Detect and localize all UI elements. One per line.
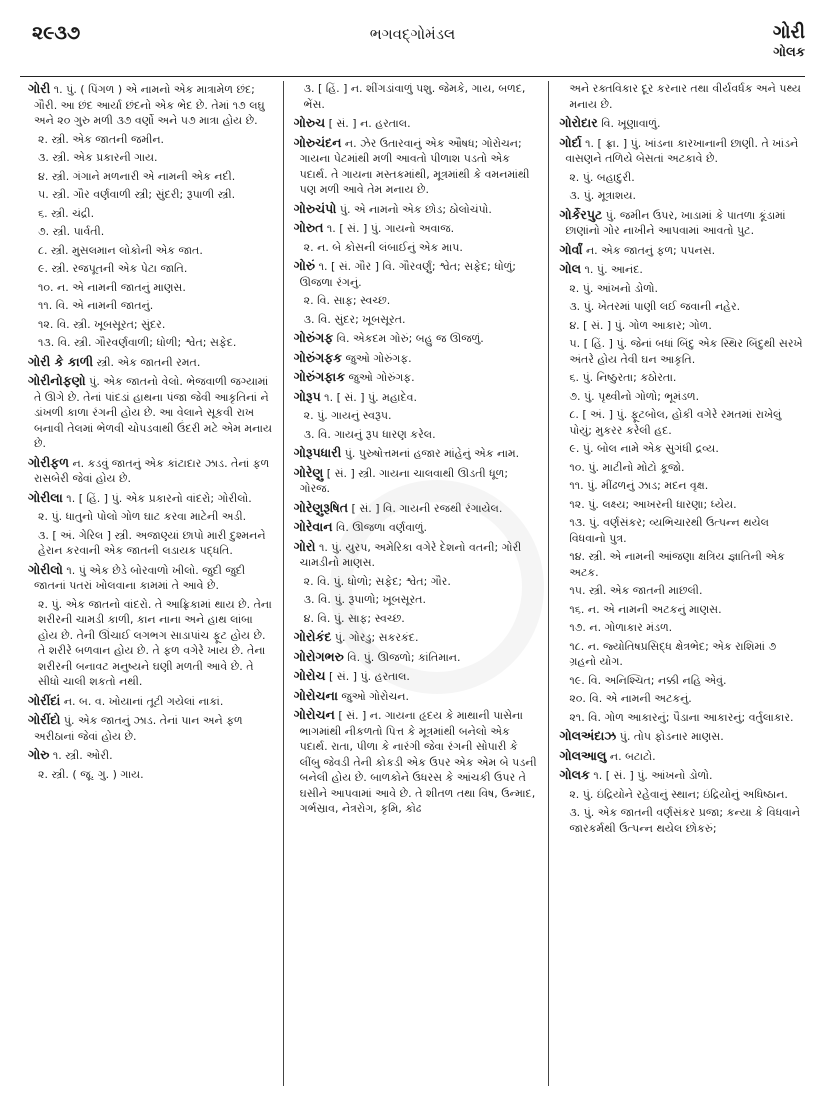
definition-text: ૧૩. વિ. સ્ત્રી. ગૌરવર્ણવાળી; ધોળી; શ્વેત; સફેદ. xyxy=(38,336,237,349)
definition-text: ૩. વિ. ગાયનું રૂપ ધારણ કરેલ. xyxy=(303,427,436,441)
definition-text: ૧૯. વિ. અનિશ્ચિત; નક્કી નહિ એવું. xyxy=(569,673,727,687)
definition-text: વિ. ખૂણાવાળું. xyxy=(597,117,661,130)
definition-text: વિ. પું. ઊજળો; કાંતિમાન. xyxy=(343,650,461,664)
dictionary-entry xyxy=(28,455,275,487)
headword: ગોરુંગફ xyxy=(293,330,334,345)
dictionary-entry xyxy=(294,258,541,290)
definition-text: ૨. સ્ત્રી. ( જૂ. ગુ. ) ગાય. xyxy=(38,767,144,781)
definition-text: ન. બટાટો. xyxy=(606,749,656,763)
entry-sense xyxy=(28,206,275,222)
definition-text: ન. ઝેર ઉતારવાનું એક ઔષધ; ગોરોચન; ગાયના પેટમાંથી મળી આવતો પીળાશ પડતો એક પદાર્થ. તે ગાયના મસ્તકમાંથી, મૂત્રમાંથી કે વમનમાંથી પણ મળી આવે તેમ મનાય છે. xyxy=(299,136,530,196)
entry-sense xyxy=(294,293,541,309)
entry-sense xyxy=(559,620,806,636)
entry-sense xyxy=(559,515,806,546)
dictionary-entry xyxy=(559,728,806,745)
definition-text: ૫. સ્ત્રી. ગૌર વર્ણવાળી સ્ત્રી; સુંદરી; રૂપાળી સ્ત્રી. xyxy=(38,188,236,201)
definition-text: ૨. પું. એક જાતનો વાંદરો. તે આફ્રિકામાં થાય છે. તેના શરીરની ચામડી કાળી, કાન નાના અને હાથ લાંબા હોય છે. તેની ઊંચાઈ લગભગ સાડાપાંચ ફૂટ હોય છે. તે શરીરે બળવાન હોય છે. તે ફળ વગેરે ખાય છે. તેના શરીરની બનાવટ મનુષ્યને ઘણી મળતી આવે છે. તે સીધો ચાલી શકતો નથી. xyxy=(38,597,272,688)
entry-sense xyxy=(294,240,541,256)
definition-text: ૬. સ્ત્રી. ચંદ્રી. xyxy=(38,206,95,220)
definition-text: ૬. પું. નિષ્ઠુરતા; કઠોરતા. xyxy=(569,371,677,384)
dictionary-entry xyxy=(294,465,541,497)
definition-text: ૧૨. પું. લક્ષ્ય; આખરની ધારણા; ધ્યેય. xyxy=(569,497,737,511)
entry-sense xyxy=(559,336,806,367)
headword: ગોરીનોફણો xyxy=(28,373,86,388)
definition-text: વિ. ઊજળા વર્ણવાળું. xyxy=(332,521,428,534)
definition-text: પું. તોપ ફોડનાર માણસ. xyxy=(616,730,724,743)
headword: ગોલઅંદાઝ xyxy=(559,728,617,743)
definition-text: ૨. ન. બે કોસની લંબાઈનું એક માપ. xyxy=(303,240,463,254)
definition-text: ૨. વિ. સાફ; સ્વચ્છ. xyxy=(303,294,391,307)
definition-text: [ સં. ] ન. હરતાલ. xyxy=(325,117,411,130)
definition-text: જુઓ ગોરુંગફ. xyxy=(341,351,412,365)
definition-text: ૧. સ્ત્રી. ઓરી. xyxy=(49,749,113,762)
definition-text: [ સં. ] વિ. ગાયની રજથી રંગાયેલ. xyxy=(348,501,503,515)
dictionary-entry xyxy=(294,389,541,406)
entry-sense xyxy=(559,691,806,707)
entry-sense xyxy=(559,170,806,186)
entry-sense xyxy=(28,132,275,148)
entry-sense xyxy=(28,298,275,314)
headword: ગોરીંદો xyxy=(28,712,61,727)
definition-text: ૩. [ અં. ગેરિલ ] સ્ત્રી. અજાણ્યાં છાપો મારી દુશ્મનને હેરાન કરવાની એક જાતની લડાયક પદ્ધતિ. xyxy=(38,528,266,557)
headword: ગોલઆલુ xyxy=(559,747,607,763)
entry-sense xyxy=(559,639,806,670)
definition-text: ૩. પું. મૂત્રાશય. xyxy=(569,189,637,202)
definition-text: ૧. [ હિં. ] પું. એક પ્રકારનો વાંદરો; ગોરીલો. xyxy=(62,491,252,505)
entry-sense xyxy=(294,81,541,112)
dictionary-entry xyxy=(559,748,806,765)
definition-text: પું. એક જાતનું ઝાડ. તેનાં પાન અને ફળ અરીઠાનાં જેવાં હોય છે. xyxy=(34,714,243,743)
headword: ગોરૂપ xyxy=(293,388,321,404)
dictionary-entry xyxy=(294,445,541,462)
definition-text: ૩. વિ. પું. રૂપાળો; ખૂબસૂરત. xyxy=(303,593,426,606)
dictionary-entry xyxy=(294,350,541,367)
headword: ગોરોચના xyxy=(293,687,338,703)
page-number: ૨૯૩૭ xyxy=(32,22,81,44)
definition-text: ૧. પું. આનંદ. xyxy=(581,263,643,276)
definition-text: ૧૦. પું. માટીનો મોટો કૂજો. xyxy=(569,460,685,474)
headword: ગોરીલા xyxy=(28,489,63,505)
definition-text: ૧૧. વિ. એ નામની જાતનું. xyxy=(38,299,154,312)
headword: ગોરી xyxy=(28,81,51,96)
headword: ગોલક xyxy=(559,767,590,782)
entry-sense xyxy=(559,441,806,457)
entry-sense xyxy=(294,427,541,443)
definition-text: ૯. પું. બોલ નામે એક સુગંધી દ્રવ્ય. xyxy=(569,442,719,455)
guide-words xyxy=(773,22,805,60)
definition-text: ૧. [ સં. ] પું. મહાદેવ. xyxy=(320,390,417,404)
definition-text: ૧૦. ન. એ નામની જાતનું માણસ. xyxy=(38,280,186,294)
headword: ગોર્દા xyxy=(559,134,582,150)
entry-sense xyxy=(28,261,275,277)
definition-text: ૮. [ અં. ] પું. ફૂટબોલ, હોકી વગેરે રમતમાં રાખેલું પોયું; મુકરર કરેલી હદ. xyxy=(569,408,782,437)
headword: ગોરૂપધારી xyxy=(293,445,342,460)
definition-text: ૧૭. ન. ગોળાકાર મંડળ. xyxy=(569,621,673,634)
headword: ગોરુંગફાક xyxy=(293,369,346,384)
definition-text: ૨. સ્ત્રી. એક જાતની જમીન. xyxy=(38,132,165,146)
entry-sense xyxy=(28,597,275,690)
entry-sense xyxy=(28,169,275,185)
headword: ગોરેણુ xyxy=(293,464,324,480)
column-3 xyxy=(559,81,806,1086)
headword: ગોરુચ xyxy=(293,115,326,130)
guide-word-last: ગોલક xyxy=(773,45,805,60)
definition-text: ૪. વિ. પું. સાફ; સ્વચ્છ. xyxy=(303,611,405,625)
definition-text: પું. ગોરડુ; સકરકંદ. xyxy=(331,631,419,644)
definition-text: ૧. પું. ( પિંગળ ) એ નામનો એક માત્રામેળ છંદ; ગૌરી. આ છંદ આર્યા છંદનો એક ભેદ છે. તેમાં ૧૭ લઘુ અને ૨૦ ગુરુ મળી ૩૭ વર્ણો અને ૫૭ માત્રા હોય છે. xyxy=(34,83,265,127)
definition-text: પું. પુરુષોત્તમનાં હજાર માંહેનું એક નામ. xyxy=(341,447,520,460)
headword: ગોરીંદાં xyxy=(28,692,61,708)
definition-text: ૧૪. સ્ત્રી. એ નામની આંજણા ક્ષત્રિય જ્ઞાતિની એક અટક. xyxy=(569,550,785,579)
dictionary-entry xyxy=(294,201,541,218)
dictionary-entry xyxy=(28,490,275,507)
column-1 xyxy=(28,81,284,1086)
header-divider xyxy=(20,76,805,77)
dictionary-entry xyxy=(28,562,275,594)
dictionary-entry xyxy=(28,747,275,764)
definition-text: ૨. પું. ઇંદ્રિયોને રહેવાનું સ્થાન; ઇંદ્રિયોનું અધિષ્ઠાન. xyxy=(569,787,788,801)
definition-text: ૨. પું. બહાદુરી. xyxy=(569,170,635,184)
headword: ગોરુત xyxy=(293,220,324,235)
page-header xyxy=(20,20,805,60)
entry-sense xyxy=(294,592,541,608)
definition-text: ૩. સ્ત્રી. એક પ્રકારની ગાય. xyxy=(38,151,158,164)
entry-sense xyxy=(294,312,541,328)
dictionary-entry xyxy=(28,81,275,129)
headword: ગોરો xyxy=(293,538,316,554)
entry-sense xyxy=(559,673,806,689)
dictionary-entry xyxy=(559,135,806,167)
headword: ગોર્કેરપુટ xyxy=(559,206,603,222)
definition-text: ૧૮. ન. જ્યોતિષપ્રસિદ્ધ ક્ષેત્રભેદ; એક રાશિમાં ૭ ગ્રહનો યોગ. xyxy=(569,639,777,668)
entry-sense xyxy=(559,407,806,438)
dictionary-entry xyxy=(294,688,541,705)
headword: ગોરું xyxy=(293,258,316,273)
definition-text: [ સં. ] પું. હરતાલ. xyxy=(325,670,410,683)
definition-text: ૧. પું. યુરપ, અમેરિકા વગેરે દેશનો વતની; ગોરી ચામડીનો માણસ. xyxy=(299,540,522,569)
definition-text: ૨. વિ. પું. ધોળો; સફેદ; શ્વેત; ગૌર. xyxy=(303,574,451,588)
headword: ગોરુ xyxy=(28,747,50,762)
definition-text: ૩. પું. એક જાતની વર્ણસંકર પ્રજા; કન્યા કે વિધવાને જારકર્મથી ઉત્પન્ન થયેલ છોકરું; xyxy=(569,806,801,835)
entry-sense xyxy=(294,574,541,590)
definition-text: વિ. એકદમ ગોરું; બહુ જ ઊજળું. xyxy=(333,332,484,345)
headword: ગોરુચંદન xyxy=(293,134,342,150)
headword: ગોરોચ xyxy=(293,668,326,683)
headword: ગોરોકંદ xyxy=(293,629,332,644)
entry-sense xyxy=(28,767,275,783)
entry-sense xyxy=(559,281,806,297)
definition-text: ૩. વિ. સુંદર; ખૂબસૂરત. xyxy=(303,312,406,326)
dictionary-entry xyxy=(559,115,806,132)
entry-sense xyxy=(559,389,806,405)
definition-text: ૧૧. પું. મીંઢળનું ઝાડ; મદન વૃક્ષ. xyxy=(569,479,709,492)
definition-text: પું. એક જાતનો વેલો. ભેજવાળી જગ્યામાં તે ઊગે છે. તેનાં પાંદડાં હાથના પંજા જેવી આકૃતિનાં ને ડાંખળી કાળા રંગની હોય છે. આ વેલાને સૂકવી રાખ બનાવી તેલમાં ભેળવી ચોપડવાથી ઉંદરી મટે એમ મનાય છે. xyxy=(34,375,273,450)
dictionary-entry xyxy=(294,135,541,198)
definition-text: ૯. સ્ત્રી. રજપૂતની એક પેટા જાતિ. xyxy=(38,262,188,275)
entry-sense xyxy=(28,317,275,333)
definition-text: ૫. [ હિં. ] પું. જેનાં બધાં બિંદુ એક સ્થિર બિંદુથી સરખે અંતરે હોય તેવી ઘન આકૃતિ. xyxy=(569,337,803,366)
entry-sense xyxy=(559,318,806,334)
definition-text: ૧. [ સં. ગૌર ] વિ. ગૌરવર્ણું; શ્વેત; સફેદ; ધોળું; ઊજળા રંગનું. xyxy=(299,260,516,289)
dictionary-entry xyxy=(28,354,275,371)
definition-text: ૧૨. વિ. સ્ત્રી. ખૂબસૂરત; સુંદર. xyxy=(38,317,166,331)
definition-text: ૨. પું. ગાયનું સ્વરૂપ. xyxy=(303,409,392,422)
definition-text: ૮. સ્ત્રી. મુસલમાન લોકોની એક જાત. xyxy=(38,243,203,257)
dictionary-entry xyxy=(294,539,541,571)
definition-text: જુઓ ગોરોચન. xyxy=(337,689,409,703)
headword: ગોરેવાન xyxy=(293,519,333,534)
dictionary-columns xyxy=(28,81,806,1086)
dictionary-entry xyxy=(28,712,275,744)
entry-sense xyxy=(559,81,806,112)
entry-sense xyxy=(559,805,806,836)
definition-text: ૨૦. વિ. એ નામની અટકનું. xyxy=(569,692,692,705)
dictionary-entry xyxy=(294,115,541,132)
definition-text: ૧૬. ન. એ નામની અટકનું માણસ. xyxy=(569,602,722,616)
definition-text: ૧. [ ફ્રા. ] પું. ખાંડના કારખાનાની છાણી. તે ખાંડને વાસણને તળિયે બેસતાં અટકાવે છે. xyxy=(565,136,799,165)
entry-sense xyxy=(559,583,806,599)
entry-sense xyxy=(294,611,541,627)
guide-word-first: ગોરી xyxy=(772,22,805,43)
dictionary-entry xyxy=(28,693,275,710)
entry-sense xyxy=(559,460,806,476)
definition-text: ૧. [ સં. ] પું. આંખનો ડોળો. xyxy=(589,769,713,782)
headword: ગોરુંગફક xyxy=(293,349,342,365)
definition-text: ૧. પું એક છેડે બોરવાળો ખીલો. જુદી જુદી જાતનાં પતરાં ખોલવાના કામમાં તે આવે છે. xyxy=(34,563,246,592)
definition-text: પું. જમીન ઉપર, ખાડામાં કે પાતળા કૂંડામાં છાણાંનો ગોર નાખીને આપવામાં આવતો પુટ. xyxy=(565,208,786,237)
definition-text: અને રક્તવિકાર દૂર કરનાર તથા વીર્યવર્ધક અને પથ્ય મનાય છે. xyxy=(569,82,801,111)
definition-text: ૧૩. પું. વર્ણસંકર; વ્યભિચારથી ઉત્પન્ન થયેલ વિધવાનો પુત્ર. xyxy=(569,516,769,545)
headword: ગોલ xyxy=(559,261,582,276)
definition-text: ૨. પું. આંખનો ડોળો. xyxy=(569,281,659,295)
definition-text: પું. એ નામનો એક છોડ; ઠોલોચંપો. xyxy=(336,202,492,216)
entry-sense xyxy=(28,335,275,351)
dictionary-entry xyxy=(294,629,541,646)
dictionary-entry xyxy=(559,242,806,259)
dictionary-entry xyxy=(294,330,541,347)
dictionary-entry xyxy=(294,668,541,685)
dictionary-entry xyxy=(294,369,541,386)
entry-sense xyxy=(559,549,806,580)
entry-sense xyxy=(28,509,275,525)
headword: ગોરીલો xyxy=(28,561,63,577)
headword: ગોરોચન xyxy=(293,707,335,722)
entry-sense xyxy=(559,497,806,513)
definition-text: ૭. સ્ત્રી. પાર્વતી. xyxy=(38,225,105,238)
dictionary-entry xyxy=(559,261,806,278)
dictionary-title: ભગવદ્ગોમંડલ xyxy=(369,25,456,43)
definition-text: ૩. પું. ખેતરમાં પાણી લઈ જવાની નહેર. xyxy=(569,300,741,313)
entry-sense xyxy=(294,408,541,424)
entry-sense xyxy=(559,787,806,803)
definition-text: સ્ત્રી. એક જાતની રમત. xyxy=(93,355,201,369)
definition-text: [ સં. ] ન. ગાયના હૃદય કે માથાની પાસેના ભાગમાંથી નીકળતો પિત્ત કે મૂત્રમાંથી બનેલો એક પદાર્થ. રાતા, પીળા કે નારંગી જેવા રંગની સોપારી કે લીંબુ જેવડી તેની કોકડી એક ઉપર એક એમ બે પડની બનેલી હોય છે. બાળકોને ઉધરસ કે આંચકી ઉપર તે ઘસીને આપવામાં આવે છે. તે શીતળ તથા વિષ, ઉન્માદ, ગર્ભસ્રાવ, નેત્રરોગ, કૃમિ, કોઢ xyxy=(299,709,537,815)
entry-sense xyxy=(28,243,275,259)
entry-sense xyxy=(28,280,275,296)
dictionary-entry xyxy=(559,767,806,784)
definition-text: ૩. [ હિં. ] ન. શીંગડાંવાળું પશુ. જેમકે, ગાય, બળદ, ભેંસ. xyxy=(303,82,526,111)
headword: ગોરીફળ xyxy=(28,454,69,470)
definition-text: ન. એક જાતનું ફળ; પપનસ. xyxy=(582,243,716,257)
definition-text: ૨. પું. ધાતુનો પોલો ગોળ ઘાટ કરવા માટેની અડી. xyxy=(38,510,247,523)
entry-sense xyxy=(28,150,275,166)
definition-text: ૭. પું. પૃથ્વીનો ગોળો; ભૂમંડળ. xyxy=(569,389,700,403)
dictionary-entry xyxy=(28,373,275,452)
definition-text: જુઓ ગોરુંગફ. xyxy=(345,371,415,384)
column-2 xyxy=(294,81,550,1086)
entry-sense xyxy=(559,478,806,494)
dictionary-entry xyxy=(294,519,541,536)
entry-sense xyxy=(559,370,806,386)
definition-text: ૪. [ સં. ] પું. ગોળ આકાર; ગોળ. xyxy=(569,318,712,332)
dictionary-entry xyxy=(559,207,806,239)
headword: ગોરુચંપો xyxy=(293,200,337,216)
headword: ગોરેણુરૂષિત xyxy=(293,499,349,515)
entry-sense xyxy=(28,187,275,203)
headword: ગોરોદાર xyxy=(559,115,598,130)
definition-text: ૧. [ સં. ] પું. ગાયનો અવાજ. xyxy=(323,222,455,235)
definition-text: [ સં. ] સ્ત્રી. ગાયના ચાલવાથી ઊડતી ધૂળ; ગોરજ. xyxy=(299,466,509,495)
headword: ગોરી કે કાળી xyxy=(28,353,94,369)
definition-text: ન. બ. વ. ખોયાનાં તૂટી ગયેલાં નાકાં. xyxy=(60,694,224,708)
entry-sense xyxy=(559,710,806,726)
entry-sense xyxy=(28,528,275,559)
headword: ગોર્વાં xyxy=(559,241,583,257)
dictionary-entry xyxy=(294,500,541,517)
entry-sense xyxy=(559,299,806,315)
definition-text: ૨૧. વિ. ગોળ આકારનું; પૈડાના આકારનું; વર્તુલાકાર. xyxy=(569,710,794,724)
dictionary-entry xyxy=(294,220,541,237)
definition-text: ૧૫. સ્ત્રી. એક જાતની માછલી. xyxy=(569,584,703,597)
definition-text: ૪. સ્ત્રી. ગંગાને મળનારી એ નામની એક નદી. xyxy=(38,169,236,183)
dictionary-entry xyxy=(294,649,541,666)
entry-sense xyxy=(559,188,806,204)
dictionary-entry xyxy=(294,707,541,817)
entry-sense xyxy=(28,224,275,240)
entry-sense xyxy=(559,602,806,618)
headword: ગોરોગભરુ xyxy=(293,648,344,664)
definition-text: ન. કડવું જાતનું એક કાંટાદાર ઝાડ. તેનાં ફળ રાસબેરી જેવાં હોય છે. xyxy=(34,456,270,485)
